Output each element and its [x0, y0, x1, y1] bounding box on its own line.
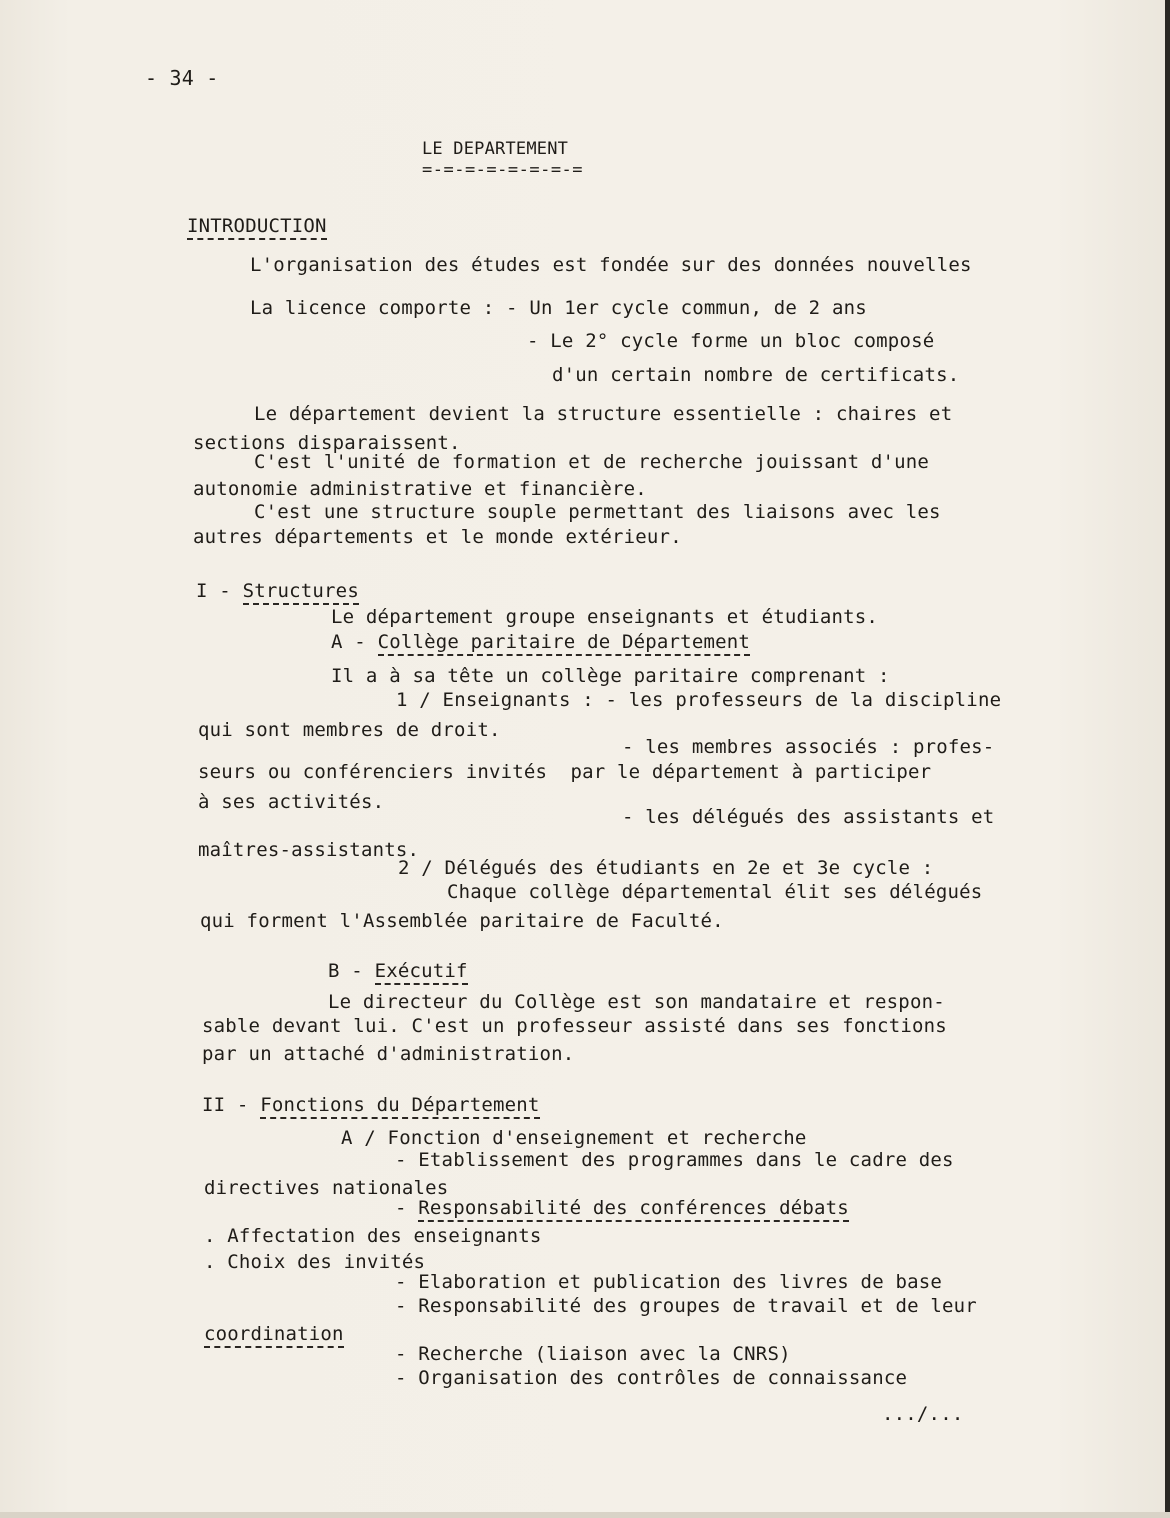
conferences-heading	[395, 1196, 849, 1220]
structures-line-15: par un attaché d'administration.	[202, 1043, 575, 1065]
structures-heading	[196, 579, 359, 603]
fonctions-line-8: - Responsabilité des groupes de travail et de leur	[395, 1295, 977, 1317]
structures-heading-text: Structures	[243, 580, 359, 605]
title-underline: =-=-=-=-=-=-=-=	[422, 160, 584, 180]
structures-line-8: - les délégués des assistants et	[622, 806, 995, 828]
fonctions-prefix: II -	[202, 1094, 261, 1116]
conferences-prefix: -	[395, 1197, 419, 1219]
fonctions-line-3: directives nationales	[204, 1177, 449, 1199]
structures-line-4: qui sont membres de droit.	[198, 719, 501, 741]
fonctions-line-7: - Elaboration et publication des livres de base	[395, 1271, 943, 1293]
coordination-line	[204, 1322, 344, 1346]
structures-prefix: I -	[196, 580, 243, 602]
page-edge-bottom	[0, 1512, 1170, 1518]
structures-line-5: - les membres associés : profes-	[622, 736, 995, 758]
fonctions-line-2: - Etablissement des programmes dans le cadre des	[395, 1149, 954, 1171]
page-edge-right	[1165, 0, 1170, 1518]
structures-line-12: qui forment l'Assemblée paritaire de Faculté.	[200, 910, 724, 932]
page-title: LE DEPARTEMENT	[422, 139, 569, 159]
structures-line-9: maîtres-assistants.	[198, 839, 420, 861]
intro-line-9: C'est une structure souple permettant des liaisons avec les	[254, 501, 941, 523]
structures-line-11: Chaque collège départemental élit ses délégués	[447, 881, 983, 903]
college-heading	[331, 630, 750, 654]
college-heading-text: Collège paritaire de Département	[378, 631, 750, 656]
fonctions-line-5: . Affectation des enseignants	[204, 1225, 542, 1247]
intro-line-7: C'est l'unité de formation et de recherche jouissant d'une	[254, 451, 930, 473]
executif-heading	[328, 959, 468, 983]
fonctions-heading-text: Fonctions du Département	[260, 1094, 539, 1119]
introduction-heading-text: INTRODUCTION	[187, 215, 327, 240]
coordination-text: coordination	[204, 1323, 344, 1348]
fonctions-line-6: . Choix des invités	[204, 1251, 426, 1273]
fonctions-line-10: - Recherche (liaison avec la CNRS)	[395, 1343, 791, 1365]
intro-line-3: - Le 2° cycle forme un bloc composé	[527, 330, 935, 352]
structures-line-1: Le département groupe enseignants et étudiants.	[331, 606, 879, 628]
structures-line-7: à ses activités.	[198, 791, 385, 813]
conferences-heading-text: Responsabilité des conférences débats	[418, 1197, 849, 1222]
structures-line-13: Le directeur du Collège est son mandataire et respon-	[328, 991, 945, 1013]
structures-line-10: 2 / Délégués des étudiants en 2e et 3e cycle :	[398, 857, 934, 879]
college-prefix: A -	[331, 631, 378, 653]
page-number: - 34 -	[145, 66, 219, 90]
intro-line-4: d'un certain nombre de certificats.	[552, 364, 960, 386]
introduction-heading	[187, 214, 327, 238]
fonctions-heading	[202, 1093, 540, 1117]
fonctions-line-1: A / Fonction d'enseignement et recherche	[341, 1127, 807, 1149]
fonctions-line-11: - Organisation des contrôles de connaissance	[395, 1367, 908, 1389]
structures-line-14: sable devant lui. C'est un professeur assisté dans ses fonctions	[202, 1015, 947, 1037]
intro-line-6: sections disparaissent.	[193, 432, 461, 454]
structures-line-6: seurs ou conférenciers invités par le département à participer	[198, 761, 932, 783]
structures-line-3: 1 / Enseignants : - les professeurs de la discipline	[396, 689, 1002, 711]
executif-prefix: B -	[328, 960, 375, 982]
intro-line-5: Le département devient la structure essentielle : chaires et	[254, 403, 953, 425]
intro-line-10: autres départements et le monde extérieur.	[193, 526, 682, 548]
continuation-mark: .../...	[882, 1403, 964, 1425]
executif-heading-text: Exécutif	[375, 960, 468, 985]
structures-line-2: Il a à sa tête un collège paritaire comprenant :	[331, 665, 890, 687]
intro-line-8: autonomie administrative et financière.	[193, 478, 647, 500]
intro-line-1: L'organisation des études est fondée sur des données nouvelles	[250, 254, 972, 276]
intro-line-2: La licence comporte : - Un 1er cycle commun, de 2 ans	[250, 297, 867, 319]
